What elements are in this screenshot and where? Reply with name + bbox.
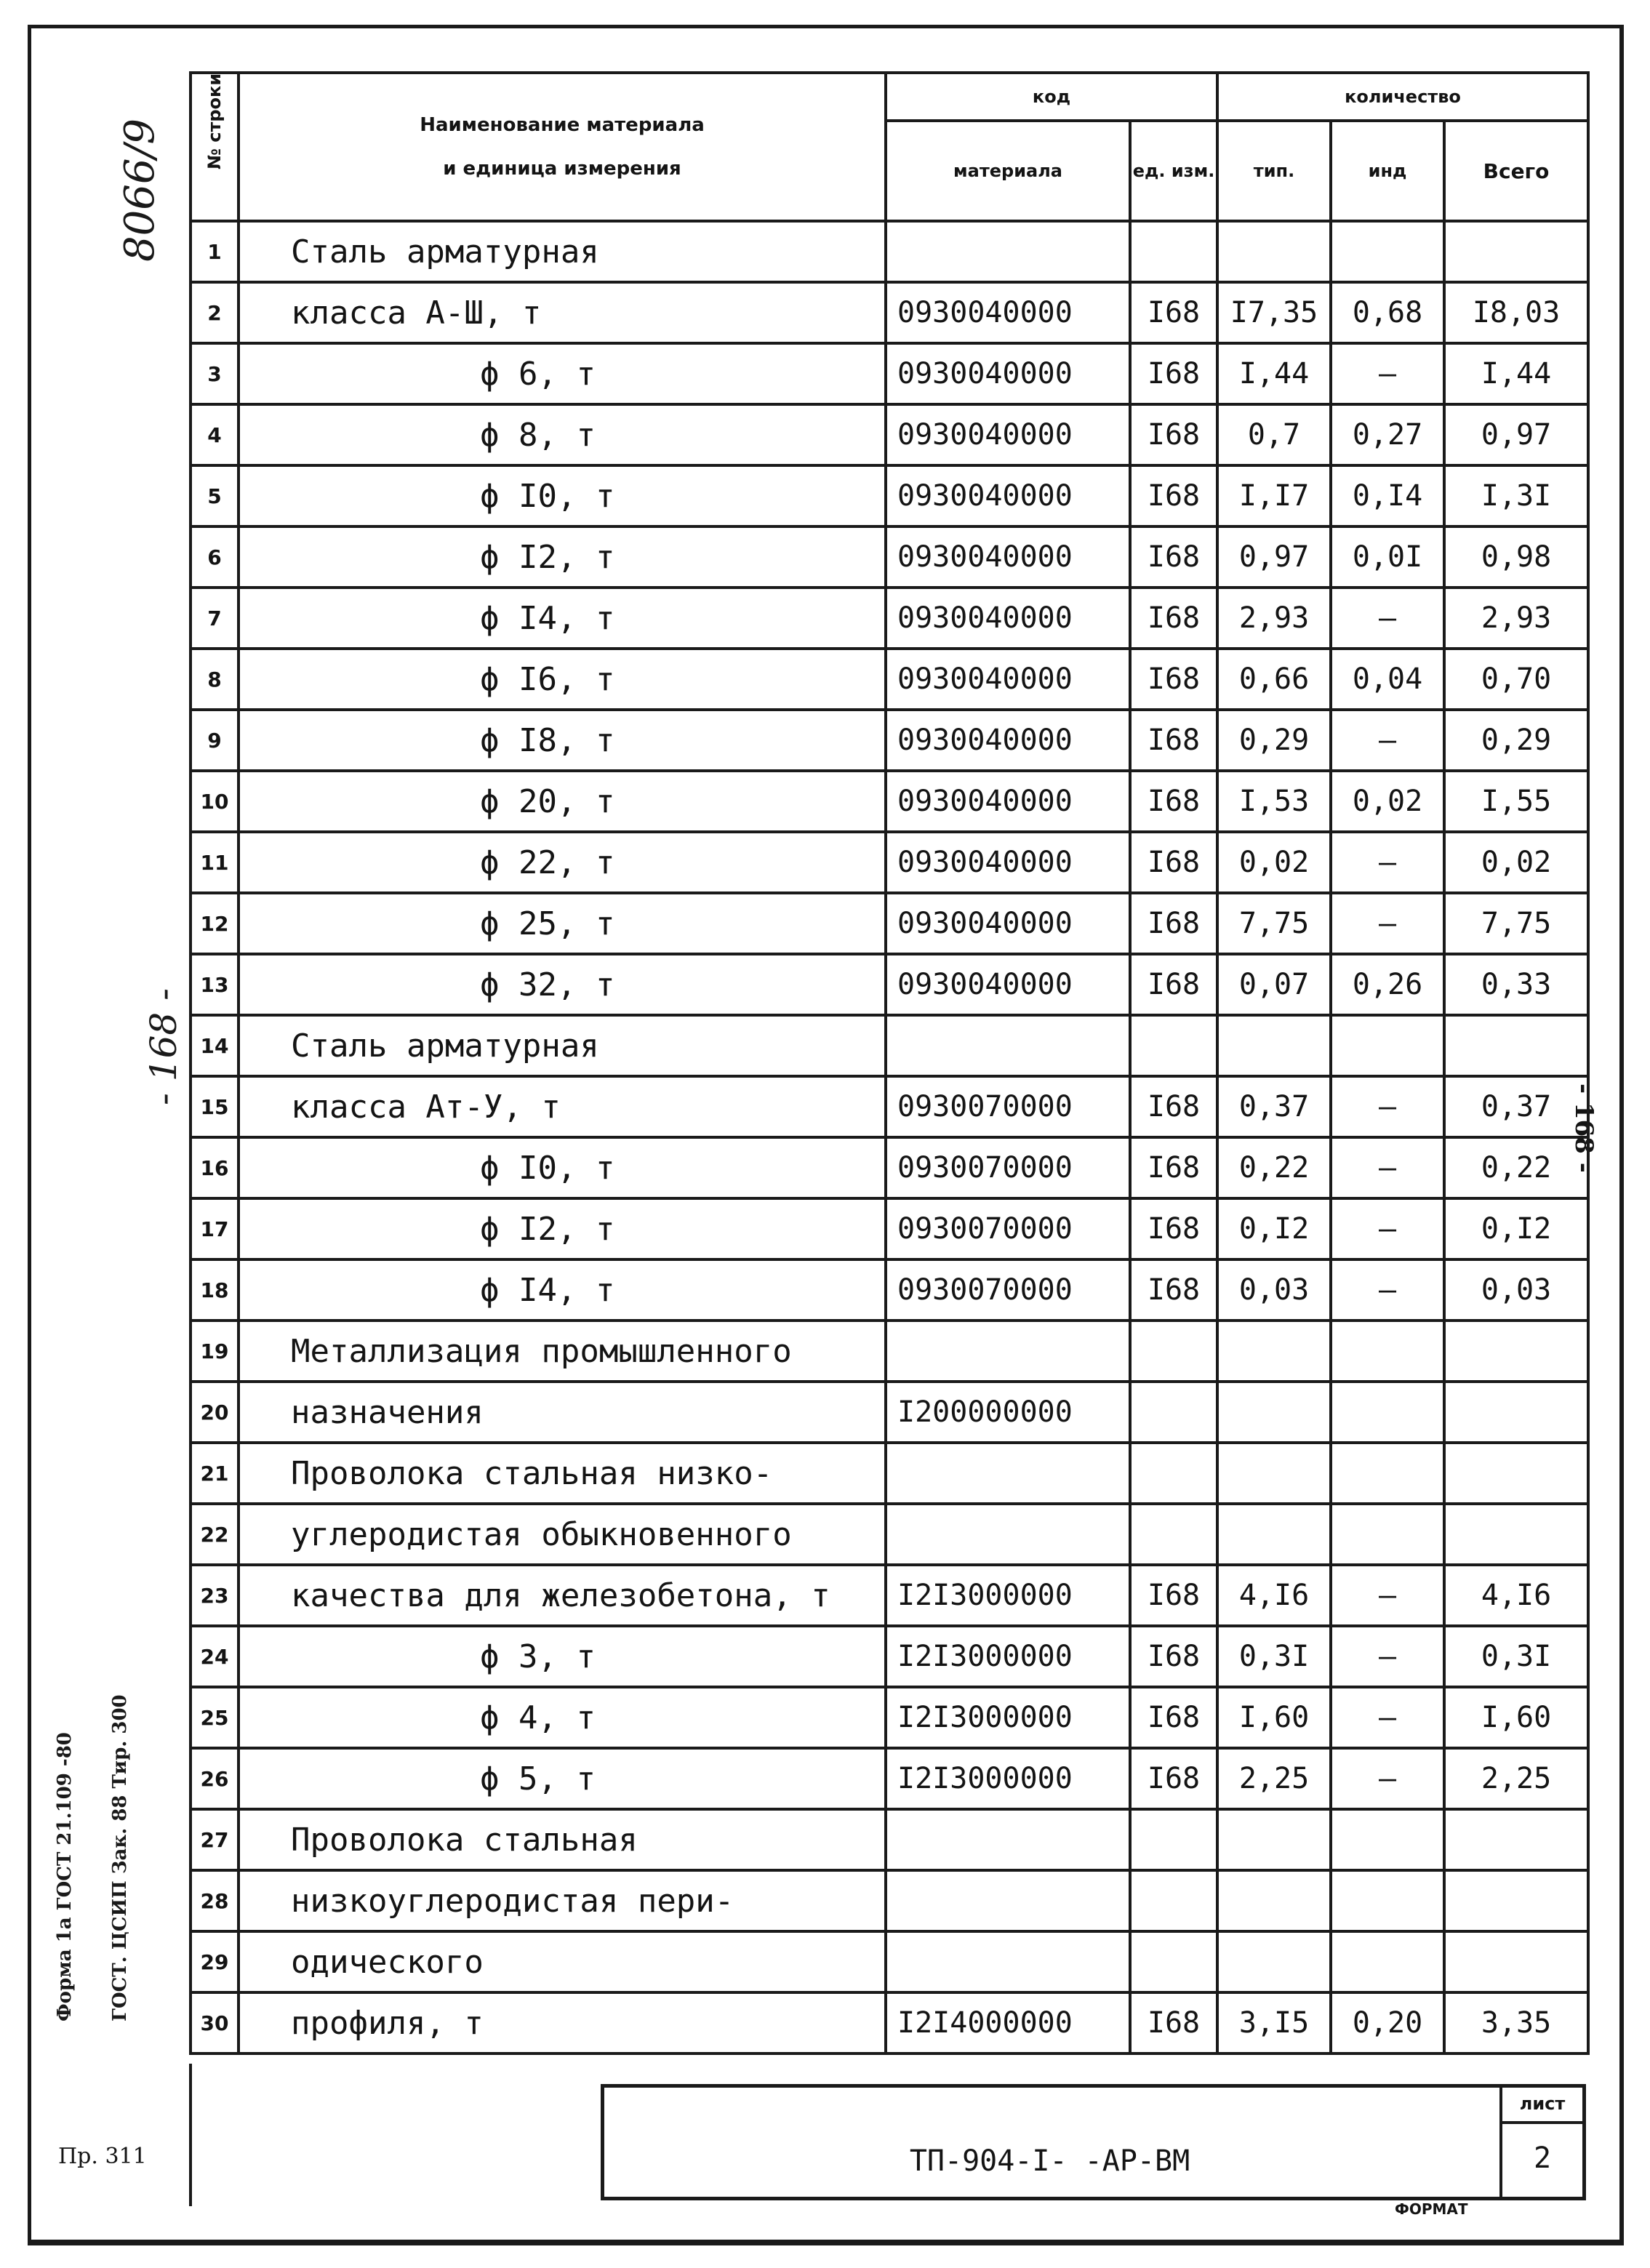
table-row — [191, 1565, 1588, 1626]
total-quantity-cell — [1444, 1321, 1588, 1382]
tip-quantity-cell: 0,97 — [1217, 526, 1331, 588]
material-code-cell — [886, 1015, 1130, 1076]
ind-quantity-cell — [1331, 1015, 1444, 1076]
material-name-cell: ϕ I2, т — [239, 1198, 886, 1259]
ind-quantity-cell: – — [1331, 893, 1444, 954]
tip-quantity-cell: 0,29 — [1217, 710, 1331, 771]
unit-cell — [1130, 221, 1217, 282]
total-quantity-cell: 3,35 — [1444, 1992, 1588, 2053]
material-name-cell: ϕ I0, т — [239, 465, 886, 526]
tip-quantity-cell: 2,25 — [1217, 1748, 1331, 1809]
tip-quantity-cell: 0,02 — [1217, 832, 1331, 893]
material-name-cell: ϕ I8, т — [239, 710, 886, 771]
table-row — [191, 954, 1588, 1015]
unit-cell — [1130, 1504, 1217, 1565]
material-name-header: Наименование материала и единица измерения — [239, 73, 886, 221]
material-name-cell: класса Ат-У, т — [239, 1076, 886, 1137]
material-name-cell: ϕ 32, т — [239, 954, 886, 1015]
total-quantity-cell — [1444, 1015, 1588, 1076]
tip-quantity-cell — [1217, 1015, 1331, 1076]
row-number-cell: 14 — [191, 1015, 239, 1076]
material-name-cell: качества для железобетона, т — [239, 1565, 886, 1626]
tip-quantity-cell — [1217, 1504, 1331, 1565]
ind-quantity-cell — [1331, 1870, 1444, 1931]
total-header: Всего — [1444, 121, 1588, 221]
ind-quantity-cell: 0,I4 — [1331, 465, 1444, 526]
row-number-cell: 3 — [191, 343, 239, 404]
material-code-cell: I2I3000000 — [886, 1687, 1130, 1748]
ind-quantity-cell: 0,04 — [1331, 649, 1444, 710]
tip-quantity-cell — [1217, 1321, 1331, 1382]
quantity-header: количество — [1217, 73, 1588, 121]
material-code-cell — [886, 1931, 1130, 1992]
ind-quantity-cell: 0,0I — [1331, 526, 1444, 588]
row-number-cell: 8 — [191, 649, 239, 710]
material-code-cell: 0930040000 — [886, 954, 1130, 1015]
material-name-cell: ϕ I6, т — [239, 649, 886, 710]
total-quantity-cell — [1444, 1809, 1588, 1870]
table-row — [191, 1504, 1588, 1565]
row-number-cell: 18 — [191, 1259, 239, 1321]
material-code-header: материала — [886, 121, 1130, 221]
unit-cell: I68 — [1130, 710, 1217, 771]
tip-quantity-cell: 2,93 — [1217, 588, 1331, 649]
material-code-cell: 0930040000 — [886, 771, 1130, 832]
material-name-cell: ϕ 5, т — [239, 1748, 886, 1809]
footer-left-cell — [189, 2064, 601, 2206]
unit-cell: I68 — [1130, 1626, 1217, 1687]
table-row — [191, 1443, 1588, 1504]
total-quantity-cell: 0,97 — [1444, 404, 1588, 465]
tip-quantity-cell: I,I7 — [1217, 465, 1331, 526]
material-name-cell: углеродистая обыкновенного — [239, 1504, 886, 1565]
unit-cell: I68 — [1130, 1565, 1217, 1626]
total-quantity-cell — [1444, 1443, 1588, 1504]
tip-quantity-cell: 0,37 — [1217, 1076, 1331, 1137]
tip-quantity-cell: 0,3I — [1217, 1626, 1331, 1687]
tip-quantity-cell: 0,66 — [1217, 649, 1331, 710]
ind-quantity-cell: 0,68 — [1331, 282, 1444, 343]
ind-quantity-cell: – — [1331, 343, 1444, 404]
tip-header: тип. — [1217, 121, 1331, 221]
table-row — [191, 1137, 1588, 1198]
material-code-cell: 0930040000 — [886, 526, 1130, 588]
unit-cell: I68 — [1130, 1259, 1217, 1321]
row-number-cell: 22 — [191, 1504, 239, 1565]
material-code-cell: I2I3000000 — [886, 1748, 1130, 1809]
total-quantity-cell: 7,75 — [1444, 893, 1588, 954]
material-name-cell: Проволока стальная — [239, 1809, 886, 1870]
table-row — [191, 1870, 1588, 1931]
material-code-cell: 0930040000 — [886, 282, 1130, 343]
ind-quantity-cell: – — [1331, 1565, 1444, 1626]
total-quantity-cell: I,55 — [1444, 771, 1588, 832]
ind-quantity-cell — [1331, 1443, 1444, 1504]
ind-quantity-cell: – — [1331, 588, 1444, 649]
material-name-cell: ϕ 25, т — [239, 893, 886, 954]
unit-cell — [1130, 1443, 1217, 1504]
code-header: код — [886, 73, 1217, 121]
tip-quantity-cell — [1217, 1931, 1331, 1992]
ind-quantity-cell — [1331, 1504, 1444, 1565]
sheet-number: 2 — [1533, 2141, 1552, 2175]
total-quantity-cell: 0,98 — [1444, 526, 1588, 588]
unit-cell — [1130, 1382, 1217, 1443]
table-row — [191, 1992, 1588, 2053]
row-number-cell: 15 — [191, 1076, 239, 1137]
material-code-cell: 0930070000 — [886, 1198, 1130, 1259]
row-number-cell: 11 — [191, 832, 239, 893]
table-row — [191, 1015, 1588, 1076]
total-quantity-cell: 0,22 — [1444, 1137, 1588, 1198]
table-row — [191, 1748, 1588, 1809]
total-quantity-cell: 4,I6 — [1444, 1565, 1588, 1626]
row-number-cell: 24 — [191, 1626, 239, 1687]
table-row — [191, 1626, 1588, 1687]
material-code-cell: 0930040000 — [886, 588, 1130, 649]
table-row — [191, 1382, 1588, 1443]
table-row — [191, 404, 1588, 465]
table-row — [191, 832, 1588, 893]
unit-cell: I68 — [1130, 1198, 1217, 1259]
unit-cell: I68 — [1130, 893, 1217, 954]
doc-number: 8066/9 — [116, 118, 164, 262]
material-name-cell: ϕ 3, т — [239, 1626, 886, 1687]
tip-quantity-cell: 0,07 — [1217, 954, 1331, 1015]
row-number-cell: 21 — [191, 1443, 239, 1504]
table-row — [191, 1321, 1588, 1382]
total-quantity-cell: 0,33 — [1444, 954, 1588, 1015]
table-row — [191, 588, 1588, 649]
material-name-cell: одического — [239, 1931, 886, 1992]
material-code-cell: I2I3000000 — [886, 1565, 1130, 1626]
material-code-cell: I2I3000000 — [886, 1626, 1130, 1687]
material-code-cell: 0930070000 — [886, 1076, 1130, 1137]
material-name-cell: ϕ 20, т — [239, 771, 886, 832]
row-number-cell: 7 — [191, 588, 239, 649]
material-name-cell: ϕ 8, т — [239, 404, 886, 465]
ind-quantity-cell: – — [1331, 710, 1444, 771]
row-number-cell: 2 — [191, 282, 239, 343]
tip-quantity-cell — [1217, 1443, 1331, 1504]
document-code: ТП-904-I- -АР-ВМ — [909, 2144, 1190, 2178]
total-quantity-cell — [1444, 1504, 1588, 1565]
row-number-cell: 25 — [191, 1687, 239, 1748]
tip-quantity-cell: 0,I2 — [1217, 1198, 1331, 1259]
unit-header: ед. изм. — [1130, 121, 1217, 221]
material-name-cell: ϕ I4, т — [239, 1259, 886, 1321]
table-row — [191, 771, 1588, 832]
unit-cell: I68 — [1130, 1137, 1217, 1198]
material-code-cell — [886, 221, 1130, 282]
ind-quantity-cell — [1331, 1321, 1444, 1382]
material-code-cell: 0930070000 — [886, 1137, 1130, 1198]
material-code-cell — [886, 1321, 1130, 1382]
sheet-cell — [1499, 2088, 1582, 2197]
tip-quantity-cell: 4,I6 — [1217, 1565, 1331, 1626]
material-code-cell: I2I4000000 — [886, 1992, 1130, 2053]
format-label: ФОРМАТ — [1395, 2200, 1468, 2218]
unit-cell: I68 — [1130, 282, 1217, 343]
total-quantity-cell — [1444, 1382, 1588, 1443]
material-code-cell: 0930040000 — [886, 649, 1130, 710]
total-quantity-cell: 0,70 — [1444, 649, 1588, 710]
ind-quantity-cell: 0,27 — [1331, 404, 1444, 465]
material-name-cell: ϕ 22, т — [239, 832, 886, 893]
sheet-label: лист — [1502, 2093, 1582, 2124]
unit-cell: I68 — [1130, 1748, 1217, 1809]
tip-quantity-cell: I,60 — [1217, 1687, 1331, 1748]
material-code-cell: 0930040000 — [886, 710, 1130, 771]
material-name-cell: низкоуглеродистая пери- — [239, 1870, 886, 1931]
unit-cell — [1130, 1809, 1217, 1870]
material-code-cell: 0930040000 — [886, 893, 1130, 954]
material-name-cell: Сталь арматурная — [239, 221, 886, 282]
total-quantity-cell: 0,29 — [1444, 710, 1588, 771]
tip-quantity-cell — [1217, 1870, 1331, 1931]
tip-quantity-cell: 0,22 — [1217, 1137, 1331, 1198]
unit-cell: I68 — [1130, 1992, 1217, 2053]
material-code-cell: 0930040000 — [886, 404, 1130, 465]
row-number-cell: 19 — [191, 1321, 239, 1382]
row-number-cell: 30 — [191, 1992, 239, 2053]
material-code-cell — [886, 1809, 1130, 1870]
table-row — [191, 343, 1588, 404]
row-number-cell: 27 — [191, 1809, 239, 1870]
row-number-cell: 4 — [191, 404, 239, 465]
tip-quantity-cell: 0,7 — [1217, 404, 1331, 465]
row-number-cell: 28 — [191, 1870, 239, 1931]
row-number-cell: 26 — [191, 1748, 239, 1809]
unit-cell: I68 — [1130, 526, 1217, 588]
ind-quantity-cell: – — [1331, 832, 1444, 893]
row-number-cell: 16 — [191, 1137, 239, 1198]
page-marker-left: - 168 - — [143, 987, 185, 1105]
total-quantity-cell: I,44 — [1444, 343, 1588, 404]
material-name-cell: ϕ 4, т — [239, 1687, 886, 1748]
tip-quantity-cell — [1217, 1809, 1331, 1870]
tip-quantity-cell: I,53 — [1217, 771, 1331, 832]
total-quantity-cell — [1444, 1931, 1588, 1992]
materials-table — [189, 71, 1590, 2055]
unit-cell: I68 — [1130, 832, 1217, 893]
row-number-header: № строки — [191, 73, 239, 221]
tip-quantity-cell: I7,35 — [1217, 282, 1331, 343]
ind-header: инд — [1331, 121, 1444, 221]
row-number-cell: 6 — [191, 526, 239, 588]
ind-quantity-cell — [1331, 1382, 1444, 1443]
material-code-cell: I200000000 — [886, 1382, 1130, 1443]
tip-quantity-cell: 7,75 — [1217, 893, 1331, 954]
ind-quantity-cell — [1331, 221, 1444, 282]
material-name-cell: ϕ I4, т — [239, 588, 886, 649]
ind-quantity-cell — [1331, 1809, 1444, 1870]
material-name-cell: Проволока стальная низко- — [239, 1443, 886, 1504]
total-quantity-cell: 0,02 — [1444, 832, 1588, 893]
unit-cell: I68 — [1130, 1076, 1217, 1137]
tip-quantity-cell: 3,I5 — [1217, 1992, 1331, 2053]
total-quantity-cell: 2,93 — [1444, 588, 1588, 649]
material-name-cell: ϕ I0, т — [239, 1137, 886, 1198]
unit-cell — [1130, 1870, 1217, 1931]
table-row — [191, 1931, 1588, 1992]
unit-cell: I68 — [1130, 404, 1217, 465]
total-quantity-cell: I,60 — [1444, 1687, 1588, 1748]
header-row-top — [191, 73, 1588, 121]
total-quantity-cell: 0,03 — [1444, 1259, 1588, 1321]
row-number-cell: 23 — [191, 1565, 239, 1626]
table-row — [191, 1259, 1588, 1321]
unit-cell: I68 — [1130, 588, 1217, 649]
material-name-cell: назначения — [239, 1382, 886, 1443]
table-row — [191, 1076, 1588, 1137]
row-number-cell: 9 — [191, 710, 239, 771]
ind-quantity-cell: – — [1331, 1626, 1444, 1687]
tip-quantity-cell — [1217, 221, 1331, 282]
tip-quantity-cell: 0,03 — [1217, 1259, 1331, 1321]
ind-quantity-cell: 0,02 — [1331, 771, 1444, 832]
material-code-cell — [886, 1504, 1130, 1565]
ind-quantity-cell: – — [1331, 1687, 1444, 1748]
total-quantity-cell: 0,3I — [1444, 1626, 1588, 1687]
row-number-cell: 5 — [191, 465, 239, 526]
material-name-cell: Сталь арматурная — [239, 1015, 886, 1076]
unit-cell — [1130, 1321, 1217, 1382]
table-row — [191, 1198, 1588, 1259]
ind-quantity-cell: – — [1331, 1076, 1444, 1137]
table-row — [191, 1687, 1588, 1748]
table-row — [191, 221, 1588, 282]
unit-cell: I68 — [1130, 465, 1217, 526]
total-quantity-cell: I8,03 — [1444, 282, 1588, 343]
title-block — [601, 2084, 1586, 2200]
total-quantity-cell: 0,37 — [1444, 1076, 1588, 1137]
ind-quantity-cell: – — [1331, 1259, 1444, 1321]
row-number-cell: 13 — [191, 954, 239, 1015]
material-code-cell: 0930040000 — [886, 343, 1130, 404]
page-marker-right: - 168 - — [1569, 1083, 1598, 1173]
print-info-line: ГОСТ. ЦСИП Зак. 88 Тир. 300 — [109, 1694, 131, 2021]
unit-cell: I68 — [1130, 954, 1217, 1015]
material-name-cell: класса А-Ш, т — [239, 282, 886, 343]
unit-cell: I68 — [1130, 1687, 1217, 1748]
material-code-cell — [886, 1870, 1130, 1931]
row-number-cell: 20 — [191, 1382, 239, 1443]
row-number-cell: 1 — [191, 221, 239, 282]
unit-cell — [1130, 1931, 1217, 1992]
ind-quantity-cell — [1331, 1931, 1444, 1992]
ind-quantity-cell: 0,20 — [1331, 1992, 1444, 2053]
total-quantity-cell — [1444, 221, 1588, 282]
ind-quantity-cell: – — [1331, 1748, 1444, 1809]
material-name-cell: ϕ I2, т — [239, 526, 886, 588]
unit-cell: I68 — [1130, 343, 1217, 404]
tip-quantity-cell — [1217, 1382, 1331, 1443]
material-code-cell: 0930040000 — [886, 832, 1130, 893]
ind-quantity-cell: – — [1331, 1137, 1444, 1198]
ind-quantity-cell: 0,26 — [1331, 954, 1444, 1015]
table-row — [191, 893, 1588, 954]
total-quantity-cell: I,3I — [1444, 465, 1588, 526]
material-name-cell: Металлизация промышленного — [239, 1321, 886, 1382]
tip-quantity-cell: I,44 — [1217, 343, 1331, 404]
table-row — [191, 649, 1588, 710]
form-standard-line: Форма 1а ГОСТ 21.109 -80 — [54, 1732, 76, 2021]
row-number-cell: 12 — [191, 893, 239, 954]
row-number-cell: 29 — [191, 1931, 239, 1992]
total-quantity-cell — [1444, 1870, 1588, 1931]
table-row — [191, 1809, 1588, 1870]
row-number-cell: 10 — [191, 771, 239, 832]
material-name-cell: профиля, т — [239, 1992, 886, 2053]
unit-cell: I68 — [1130, 771, 1217, 832]
material-code-cell — [886, 1443, 1130, 1504]
material-code-cell: 0930070000 — [886, 1259, 1130, 1321]
total-quantity-cell: 2,25 — [1444, 1748, 1588, 1809]
table-row — [191, 710, 1588, 771]
unit-cell — [1130, 1015, 1217, 1076]
total-quantity-cell: 0,I2 — [1444, 1198, 1588, 1259]
table-row — [191, 465, 1588, 526]
table-row — [191, 526, 1588, 588]
material-name-cell: ϕ 6, т — [239, 343, 886, 404]
table-row — [191, 282, 1588, 343]
material-code-cell: 0930040000 — [886, 465, 1130, 526]
ind-quantity-cell: – — [1331, 1198, 1444, 1259]
row-number-cell: 17 — [191, 1198, 239, 1259]
pr-label: Пр. 311 — [58, 2144, 147, 2169]
unit-cell: I68 — [1130, 649, 1217, 710]
